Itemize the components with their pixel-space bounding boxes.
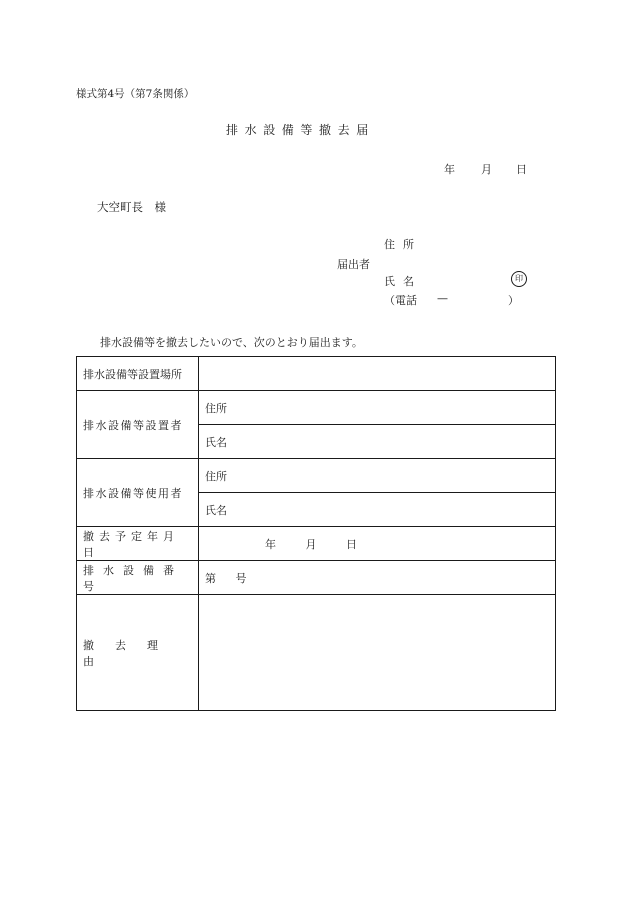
applicant-phone-dash: — [437, 292, 448, 305]
user-name-cell[interactable] [199, 493, 556, 527]
installer-address-cell[interactable] [199, 391, 556, 425]
facility-number-prefix: 第 [205, 571, 216, 585]
document-title: 排水設備等撤去届 [226, 123, 375, 137]
applicant-phone-close: ） [508, 294, 519, 307]
user-label-text: 排水設備等使用者 [83, 486, 183, 500]
user-name-label: 氏名 [205, 503, 227, 517]
planned-date-day: 日 [346, 537, 357, 551]
seal-mark-icon: 印 [511, 271, 527, 287]
applicant-address-label: 住所 [384, 238, 422, 251]
facility-number-label [77, 561, 199, 595]
applicant-name-label: 氏名 [384, 275, 422, 288]
form-number-label: 様式第4号（第7条関係） [76, 88, 195, 100]
facility-number-suffix: 号 [235, 571, 247, 585]
facility-number-cell[interactable] [199, 561, 556, 595]
table-row-user-address [77, 459, 556, 493]
location-label [77, 357, 199, 391]
submission-date-day: 日 [516, 163, 527, 176]
applicant-label: 届出者 [337, 258, 370, 271]
facility-number-label-text: 排水設備番号 [83, 563, 183, 593]
submission-date-month: 月 [481, 163, 492, 176]
planned-date-month: 月 [305, 537, 317, 551]
submission-date-year: 年 [444, 163, 455, 176]
location-value[interactable] [199, 357, 556, 391]
installer-name-cell[interactable] [199, 425, 556, 459]
planned-date-cell[interactable] [199, 527, 556, 561]
installer-address-label: 住所 [205, 401, 227, 415]
applicant-phone-label: （電話 [384, 294, 417, 307]
table-row-location [77, 357, 556, 391]
installer-label-text: 排水設備等設置者 [83, 418, 183, 432]
reason-label-text: 撤去理由 [83, 638, 179, 668]
reason-cell[interactable] [199, 595, 556, 711]
reason-label [77, 595, 199, 711]
user-address-cell[interactable] [199, 459, 556, 493]
planned-date-year: 年 [265, 537, 276, 551]
user-address-label: 住所 [205, 469, 227, 483]
form-table [76, 356, 556, 711]
table-row-reason [77, 595, 556, 711]
addressee: 大空町長 様 [97, 200, 166, 214]
installer-name-label: 氏名 [205, 435, 227, 449]
user-label [77, 459, 199, 527]
location-label-text: 排水設備等設置場所 [83, 367, 182, 381]
table-row-planned-date [77, 527, 556, 561]
table-row-facility-number [77, 561, 556, 595]
table-row-installer-address [77, 391, 556, 425]
planned-date-label-text: 撤去予定年月日 [83, 529, 179, 559]
planned-date-label [77, 527, 199, 561]
statement-text: 排水設備等を撤去したいので、次のとおり届出ます。 [100, 336, 363, 349]
installer-label [77, 391, 199, 459]
